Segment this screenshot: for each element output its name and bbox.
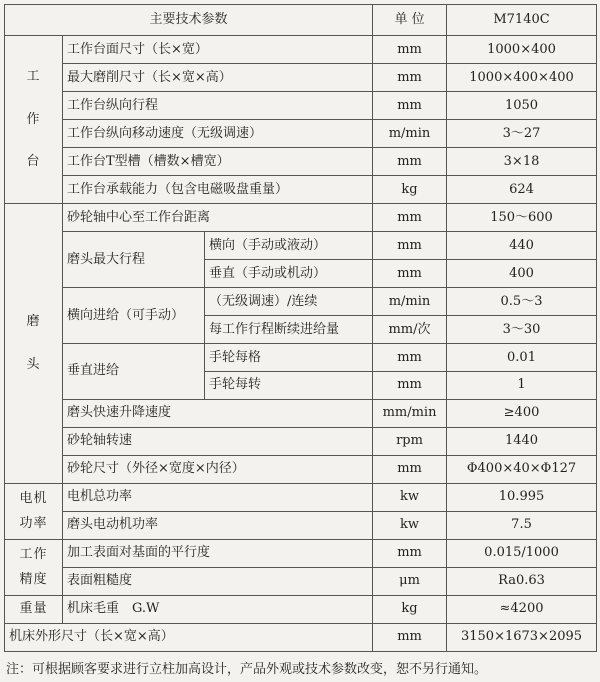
table-row [5,148,597,176]
row-value: 624 [447,176,597,204]
row-label: 砂轮轴转速 [63,428,373,456]
table-row [5,288,597,316]
row-label: 工作台面尺寸（长×宽） [63,36,373,64]
row-unit: kg [373,176,447,204]
group-worktable [5,36,63,204]
header-row [5,5,597,36]
row-unit: m/min [373,288,447,316]
row-unit: mm [373,64,447,92]
row-value: 0.5～3 [447,288,597,316]
row-value: 0.01 [447,344,597,372]
row-value: 1000×400 [447,36,597,64]
row-unit: mm [373,232,447,260]
row-label: 磨头最大行程 [63,232,205,288]
row-value: 440 [447,232,597,260]
group-head-char: 头 [26,356,41,372]
row-value: 3～30 [447,316,597,344]
row-value: 3×18 [447,148,597,176]
row-unit: m/min [373,120,447,148]
row-unit: mm/min [373,400,447,428]
row-label: 磨头快速升降速度 [63,400,373,428]
group-weight: 重量 [5,596,63,624]
row-label: 工作台承载能力（包含电磁吸盘重量） [63,176,373,204]
row-sub-label: （无级调速）/连续 [205,288,373,316]
table-row [5,120,597,148]
row-value: 3150×1673×2095 [447,624,597,652]
row-value: 1050 [447,92,597,120]
row-value: 10.995 [447,484,597,512]
row-sub-label: 每工作行程断续进给量 [205,316,373,344]
row-label: 砂轮轴中心至工作台距离 [63,204,373,232]
group-motor-text: 电机 [19,491,48,507]
spec-table [4,4,597,652]
row-sub-label: 垂直（手动或机动） [205,260,373,288]
row-label: 垂直进给 [63,344,205,400]
row-label: 横向进给（可手动） [63,288,205,344]
row-label: 加工表面对基面的平行度 [63,540,373,568]
row-value: 0.015/1000 [447,540,597,568]
row-value: 1440 [447,428,597,456]
row-unit: mm [373,344,447,372]
table-row [5,92,597,120]
row-label: 工作台纵向移动速度（无级调速） [63,120,373,148]
table-row [5,344,597,372]
group-worktable-char: 工 [26,69,41,85]
table-row [5,456,597,484]
row-value: 1 [447,372,597,400]
row-value: 7.5 [447,512,597,540]
group-motor-power [5,484,63,540]
row-value: 400 [447,260,597,288]
row-unit: mm [373,456,447,484]
table-row [5,512,597,540]
header-model: M7140C [447,5,597,36]
group-grinding-head [5,204,63,484]
row-label: 表面粗糙度 [63,568,373,596]
row-unit: rpm [373,428,447,456]
row-unit: mm [373,624,447,652]
table-row [5,428,597,456]
row-value: ≥400 [447,400,597,428]
row-label: 电机总功率 [63,484,373,512]
header-unit: 单 位 [373,5,447,36]
table-row [5,540,597,568]
row-unit: mm/次 [373,316,447,344]
row-label: 机床毛重 G.W [63,596,373,624]
row-label: 机床外形尺寸（长×宽×高） [5,624,373,652]
row-unit: mm [373,260,447,288]
row-sub-label: 手轮每转 [205,372,373,400]
table-row [5,596,597,624]
group-precision-text: 工作 [19,547,48,563]
row-unit: μm [373,568,447,596]
group-worktable-char: 台 [26,153,41,169]
table-row [5,204,597,232]
row-value: 150～600 [447,204,597,232]
table-row [5,624,597,652]
row-unit: kw [373,512,447,540]
row-unit: mm [373,540,447,568]
row-label: 工作台T型槽（槽数×槽宽） [63,148,373,176]
group-head-char: 磨 [26,314,41,330]
group-motor-text: 功率 [19,515,48,531]
row-unit: mm [373,204,447,232]
row-value: ≈4200 [447,596,597,624]
row-sub-label: 手轮每格 [205,344,373,372]
header-param: 主要技术参数 [5,5,373,36]
row-value: 1000×400×400 [447,64,597,92]
row-unit: mm [373,36,447,64]
row-label: 最大磨削尺寸（长×宽×高） [63,64,373,92]
group-precision [5,540,63,596]
table-row [5,484,597,512]
row-unit: mm [373,92,447,120]
row-unit: kg [373,596,447,624]
table-row [5,568,597,596]
row-unit: mm [373,372,447,400]
row-unit: mm [373,148,447,176]
row-sub-label: 横向（手动或液动） [205,232,373,260]
row-label: 磨头电动机功率 [63,512,373,540]
group-precision-text: 精度 [19,571,48,587]
row-value: Φ400×40×Φ127 [447,456,597,484]
group-worktable-char: 作 [26,111,41,127]
table-row [5,400,597,428]
table-row [5,176,597,204]
table-row [5,64,597,92]
table-row [5,36,597,64]
row-label: 砂轮尺寸（外径×宽度×内径） [63,456,373,484]
footnote: 注：可根据顾客要求进行立柱加高设计，产品外观或技术参数改变，恕不另行通知。 [6,662,488,677]
row-value: Ra0.63 [447,568,597,596]
table-row [5,232,597,260]
row-label: 工作台纵向行程 [63,92,373,120]
row-unit: kw [373,484,447,512]
row-value: 3～27 [447,120,597,148]
